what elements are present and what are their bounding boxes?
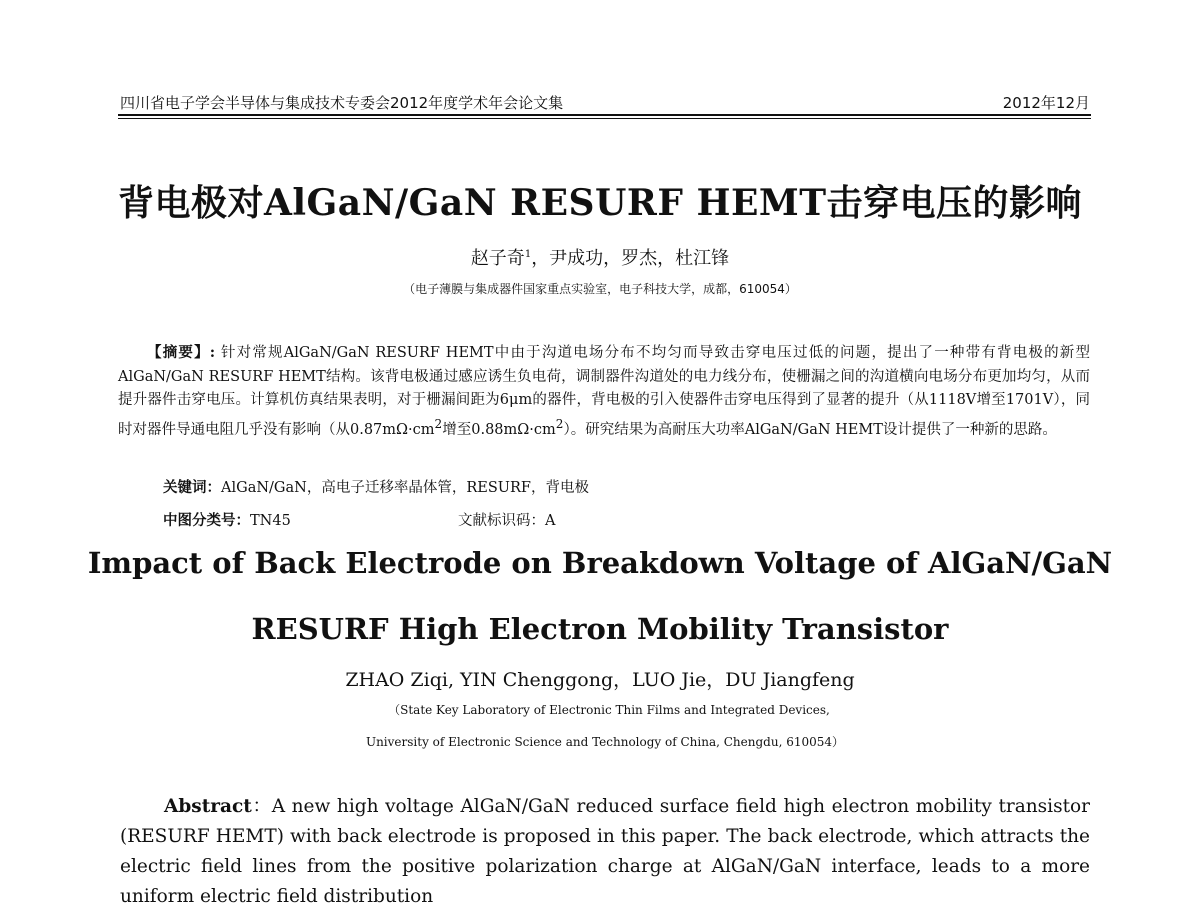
english-abstract-text: ：A new high voltage AlGaN/GaN reduced surface field high electron mobility transistor (RESURF HEMT) with back electrode is proposed in this paper. The back electrode, which attracts the electric field lines from the positive polarization charge at AlGaN/GaN interface, leads to a more uniform electric field distribution: [120, 796, 1090, 907]
superscript-2: 2: [555, 416, 564, 431]
classification-label: 中图分类号：: [163, 512, 250, 529]
document-code: [458, 509, 555, 530]
superscript-1: 2: [434, 416, 443, 431]
chinese-affiliation: （电子薄膜与集成器件国家重点实验室，电子科技大学，成都，610054）: [403, 282, 797, 296]
english-abstract: [120, 792, 1090, 912]
classification-number: [163, 509, 291, 530]
chinese-abstract-label: 【摘要】:: [147, 344, 216, 361]
english-abstract-label: Abstract: [164, 796, 252, 817]
running-header-title: 四川省电子学会半导体与集成技术专委会2012年度学术年会论文集: [120, 94, 564, 112]
chinese-authors: [0, 244, 1200, 270]
chinese-keywords: [163, 476, 589, 497]
chinese-abstract-text-2: 增至0.88mΩ·cm: [442, 421, 556, 438]
english-title-line-1: Impact of Back Electrode on Breakdown Voltage of AlGaN/GaN: [87, 546, 1113, 580]
keywords-label: 关键词：: [163, 479, 221, 496]
chinese-abstract: [118, 341, 1090, 442]
chinese-title: 背电极对AlGaN/GaN RESURF HEMT击穿电压的影响: [117, 182, 1083, 224]
english-affiliation-line-2: University of Electronic Science and Technology of China, Chengdu, 610054）: [365, 735, 845, 749]
keywords-value: AlGaN/GaN，高电子迁移率晶体管，RESURF，背电极: [221, 480, 589, 496]
english-affiliation-line-1: （State Key Laboratory of Electronic Thin Films and Integrated Devices,: [388, 703, 830, 717]
document-code-label: 文献标识码：: [458, 513, 545, 529]
author-superscript: 1: [524, 249, 532, 260]
document-code-value: A: [545, 513, 556, 529]
header-rule-thin: [118, 118, 1091, 119]
other-authors: ，尹成功，罗杰，杜江锋: [531, 248, 730, 269]
classification-value: TN45: [250, 513, 291, 529]
chinese-abstract-text-1: 针对常规AlGaN/GaN RESURF HEMT中由于沟道电场分布不均匀而导致击穿电压过低的问题，提出了一种带有背电极的新型AlGaN/GaN RESURF HEMT结构。该背电极通过感应诱生负电荷，调制器件沟道处的电力线分布，使栅漏之间的沟道横向电场分布更加均匀，从而提升器件击穿电压。计算机仿真结果表明，对于栅漏间距为6μm的器件，背电极的引入使器件击穿电压得到了显著的提升（从1118V增至1701V），同时对器件导通电阻几乎没有影响（从0.87mΩ·cm: [118, 345, 1090, 438]
english-title-line-2: RESURF High Electron Mobility Transistor: [251, 612, 949, 646]
header-rule-thick: [118, 114, 1091, 116]
chinese-abstract-text-3: ）。研究结果为高耐压大功率AlGaN/GaN HEMT设计提供了一种新的思路。: [563, 421, 1057, 438]
english-authors: ZHAO Ziqi, YIN Chenggong，LUO Jie，DU Jiangfeng: [345, 669, 855, 691]
first-author: 赵子奇: [470, 248, 525, 269]
running-header-date: 2012年12月: [1002, 94, 1090, 112]
